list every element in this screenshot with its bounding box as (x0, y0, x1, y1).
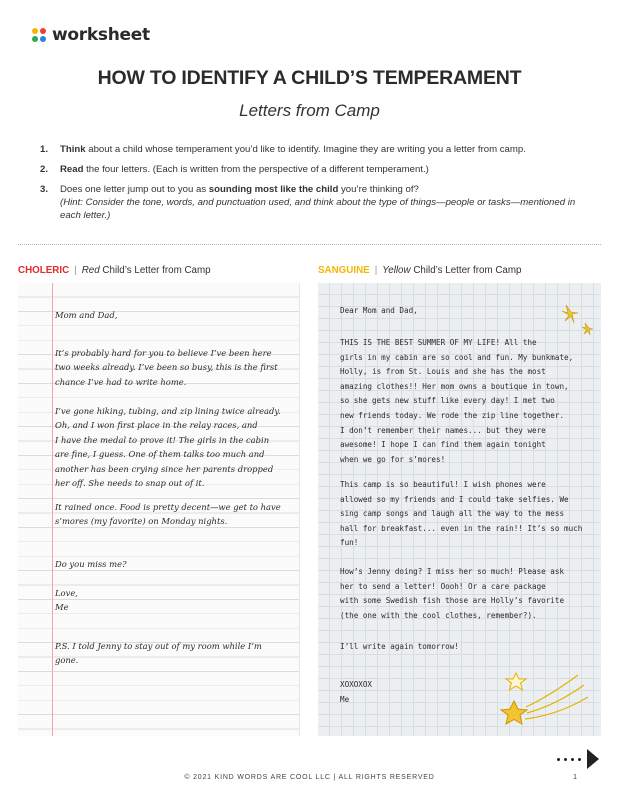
logo-dots-icon (32, 28, 46, 42)
letter-paragraph: Do you miss me? (55, 559, 127, 569)
step-number: 1. (40, 144, 49, 155)
step-rest: you’re thinking of? (338, 184, 419, 195)
section-divider (18, 244, 601, 245)
step-keyword: Read (60, 164, 84, 175)
letter-paragraph: This camp is so beautiful! I wish phones were allowed so my friends and I could take selfies. We sing camp songs and laugh all the way to the mess hall for breakfast... even in the rain!! It’s so much fun! (340, 480, 583, 548)
shooting-star-icon (496, 667, 596, 731)
choleric-letter-paper (18, 283, 300, 736)
arrow-triangle-icon (587, 749, 599, 769)
instruction-step-2 (40, 163, 585, 176)
letter-greeting: Dear Mom and Dad, (340, 306, 418, 315)
letter-paragraph: I’ve gone hiking, tubing, and zip lining twice already. Oh, and I won first place in the relay races, and I have the medal to prove it! The girls in the cabin are fine, I guess. One of them talks too much and another has been crying since her parents dropped her off. She needs to snap out of it. (55, 406, 281, 489)
letter-postscript: P.S. I told Jenny to stay out of my room while I’m gone. (55, 641, 262, 666)
letter-paragraph: THIS IS THE BEST SUMMER OF MY LIFE! All the girls in my cabin are so cool and fun. My bunkmate, Holly, is from St. Louis and she has the most amazing clothes!! Her mom owns a boutique in town, so she gets new stuff like every day! I met two new friends today. We rode the zip line together. I don’t remember their names... but they were awesome! I hope I can find them again tonight when we go for s’mores! (340, 338, 574, 464)
instruction-step-1 (40, 143, 585, 156)
heading-rest: Child’s Letter from Camp (99, 265, 211, 276)
step-hint: (Hint: Consider the tone, words, and punctuation used, and think about the type of things—people or tasks—mentioned in each letter.) (60, 197, 576, 221)
temperament-name: CHOLERIC (18, 265, 70, 276)
letter-paragraph: It’s probably hard for you to believe I’ve been here two weeks already. I’ve been so busy, this is the first chance I’ve had to write home. (55, 348, 278, 387)
brand-logo (32, 25, 150, 45)
step-lead: Does one letter jump out to you as (60, 184, 209, 195)
heading-separator: | (74, 265, 77, 276)
letter-closing: I’ll write again tomorrow! (340, 642, 459, 651)
step-number: 3. (40, 184, 49, 195)
instructions-list (40, 143, 585, 229)
step-text (60, 163, 429, 176)
letter-signoff: XOXOXOX Me (340, 680, 373, 704)
temperament-color: Yellow (382, 265, 411, 276)
sanguine-letter-heading (318, 265, 521, 276)
page-subtitle: Letters from Camp (239, 101, 380, 120)
step-text (60, 143, 526, 156)
heading-rest: Child’s Letter from Camp (410, 265, 522, 276)
step-text (60, 183, 585, 222)
copyright-footer: © 2021 KIND WORDS ARE COOL LLC | ALL RIGHTS RESERVED (184, 774, 435, 781)
page-number: 1 (573, 774, 577, 781)
letter-greeting: Mom and Dad, (55, 310, 118, 320)
page-title: HOW TO IDENTIFY A CHILD’S TEMPERAMENT (97, 67, 522, 89)
step-keyword: sounding most like the child (208, 184, 339, 195)
instruction-step-3 (40, 183, 585, 222)
step-rest: the four letters. (Each is written from the perspective of a different temperament.) (83, 164, 429, 175)
arrow-dot (557, 758, 560, 761)
letter-paragraph: How’s Jenny doing? I miss her so much! Please ask her to send a letter! Oooh! Or a care package with some Swedish fish those are Holly’s favorite (the one with the cool clothes, remember?). (340, 567, 565, 620)
temperament-name: SANGUINE (318, 265, 370, 276)
arrow-dot (564, 758, 567, 761)
step-keyword: Think (60, 144, 86, 155)
paper-margin-line (52, 283, 53, 736)
next-page-arrow[interactable] (557, 749, 599, 769)
arrow-dot (571, 758, 574, 761)
letter-paragraph: It rained once. Food is pretty decent—we get to have s’mores (my favorite) on Monday nights. (55, 502, 281, 527)
letter-signoff: Love, Me (55, 588, 78, 613)
step-number: 2. (40, 164, 49, 175)
temperament-color: Red (81, 265, 100, 276)
heading-separator: | (374, 265, 378, 276)
choleric-letter-heading (18, 265, 211, 276)
arrow-dot (578, 758, 581, 761)
brand-name: worksheet (52, 25, 150, 45)
sparkle-icon (558, 301, 594, 337)
sanguine-letter-paper (318, 283, 601, 736)
step-rest: about a child whose temperament you’d like to identify. Imagine they are writing you a letter from camp. (85, 144, 526, 155)
